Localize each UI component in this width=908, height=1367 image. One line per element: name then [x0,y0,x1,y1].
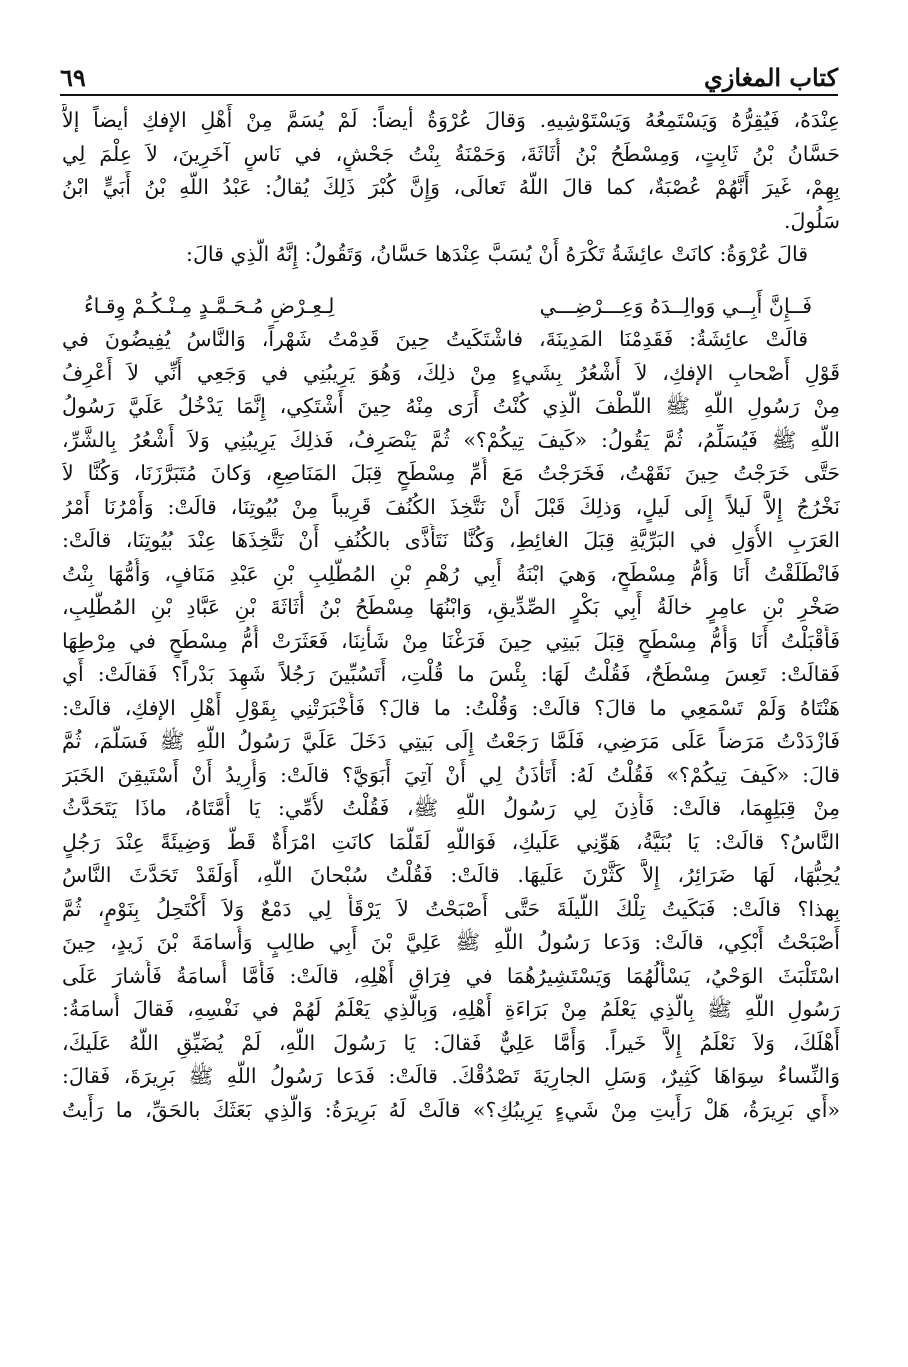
text-line: سَلُولَ. [784,208,840,233]
text-line: حَتَّى خَرَجْتُ حِينَ نَقَهْتُ، فَخَرَجْتُ مَعَ أُمِّ مِسْطَحٍ قِبَلَ المَنَاصِعِ، وَكانَ مُتَبَرَّزَنَا، وَكُنَّا لاَ [62,461,840,485]
text-line: قَوْلِ أَصْحابِ الإفكِ، لاَ أَشْعُرُ بِشَيءٍ مِنْ ذلِكَ، وَهُوَ يَرِيبُنِي في وَجَعِي أَنِّي لاَ أَعْرِفُ [62,360,840,385]
text-line: حَسَّانُ بْنُ ثَابِتٍ، وَمِسْطَحُ بْنُ أُثَاثَةَ، وَحَمْنَةُ بِنْتُ جَحْشٍ، في نَاسٍ آخَرِينَ، لاَ عِلْمَ لِي [62,141,840,166]
text-line: مِنْ رَسُولِ اللَّهِ ﷺ اللُّطْفَ الَّذِي كُنْتُ أَرَى مِنْهُ حِينَ أَشْتَكِي، إِنَّمَا يَدْخُلُ عَلَيَّ رَسُولُ [62,394,840,418]
text-line: صَخْرِ بْنِ عامِرٍ خالَةُ أَبِي بَكْرٍ الصِّدِّيقِ، وَابْنُهَا مِسْطَحُ بْنُ أُثَاثَةَ بْنِ عَبَّادِ بْنِ المُطَّلِبِ، [62,595,840,619]
spacer [62,272,840,290]
text-line: «أَي بَرِيرَةُ، هَلْ رَأَيتِ مِنْ شَيءٍ يَرِيبُكِ؟» قالَتْ لَهُ بَرِيرَةُ: وَالَّذِي بَعَثَكَ بالحَقِّ، ما رَأَيتُ [62,1097,840,1122]
poetry-verse [62,290,840,324]
page-body [62,104,840,1127]
text-line: نَخْرُجُ إِلاَّ لَيلاً إِلَى لَيلٍ، وَذلِكَ قَبْلَ أَنْ نَتَّخِذَ الكُنُفَ قَرِيباً مِنْ بُيُوتِنَا، قالَتْ: وَأَمْرُنَا أَمْرُ [62,494,840,519]
text-line: فَأَقْبَلْتُ أَنَا وَأُمُّ مِسْطَحٍ قِبَلَ بَيتِي حِينَ فَرَغْنَا مِنْ شَأْنِنَا، فَعَثَرَتْ أُمُّ مِسْطَحٍ في مِرْطِهَا [62,628,840,653]
page-number: ٦٩ [60,63,86,92]
text-line: عِنْدَهُ، فَيُقِرُّهُ وَيَسْتَمِعُهُ وَيَسْتَوْشِيهِ. وَقالَ عُرْوَةُ أيضاً: لَمْ يُسَمَّ مِنْ أَهْلِ الإفكِ أيضاً إلاَّ [62,108,840,132]
header-rule [60,94,838,96]
text-line: وَالنِّساءُ سِوَاهَا كَثِيرٌ، وَسَلِ الجارِيَةَ تَصْدُقْكَ. قالَتْ: فَدَعا رَسُولُ اللَّهِ ﷺ بَرِيرَةَ، فَقالَ: [62,1064,840,1088]
book-title: كتاب المغازي [703,63,838,92]
text-line: قالَتْ عائِشَةُ: فَقَدِمْنَا المَدِينَةَ، فاشْتَكَيتُ حِينَ قَدِمْتُ شَهْراً، وَالنَّاسُ يُفِيضُونَ في [62,327,808,351]
text-line: هَنْتَاهُ وَلَمْ تَسْمَعِي ما قالَ؟ قالَتْ: وَقُلْتُ: ما قالَ؟ فَأَخْبَرَتْنِي بِقَوْلِ أَهْلِ الإفكِ، قالَتْ: [62,695,840,720]
text-line: بِهِمْ، غَيرَ أَنَّهُمْ عُصْبَةٌ، كما قالَ اللَّهُ تَعالَى، وَإِنَّ كُبْرَ ذَلِكَ يُقالُ: عَبْدُ اللَّهِ بْنُ أَبَيٍّ ابْنُ [62,175,840,199]
page-header [60,44,838,92]
text-line: فَقالَتْ: تَعِسَ مِسْطَحٌ، فَقُلْتُ لَهَا: بِئْسَ ما قُلْتِ، أَتَسُبِّينَ رَجُلاً شَهِدَ بَدْراً؟ فَقالَتْ: أَي [62,662,840,686]
text-line: يُحِبُّهَا، لَهَا ضَرَائِرُ، إِلاَّ كَثَّرْنَ عَلَيهَا. قالَتْ: فَقُلْتُ سُبْحانَ اللَّهِ، أَوَلَقَدْ تَحَدَّثَ النَّاسُ [62,863,840,887]
text-line: مِنْ قِبَلِهِمَا، قالَتْ: فَأَذِنَ لِي رَسُولُ اللَّهِ ﷺ، فَقُلْتُ لأُمِّي: يَا أُمَّتَاهُ، ماذَا يَتَحَدَّثُ [62,796,840,820]
paragraph-2: قالَ عُرْوَةُ: كانَتْ عائِشَةُ تَكْرَهُ أَنْ يُسَبَّ عِنْدَها حَسَّانُ، وَتَقُولُ: إِنَّهُ الَّذِي قالَ: [186,242,808,266]
text-line: اللَّهِ ﷺ فَيُسَلِّمُ، ثُمَّ يَقُولُ: «كَيفَ تِيكُمْ؟» ثُمَّ يَنْصَرِفُ، فَذلِكَ يَرِيبُنِي وَلاَ أَشْعُرُ بِالشَّرِّ، [62,427,840,452]
text-line: قالَ: «كَيفَ تِيكُمْ؟» فَقُلْتُ لَهُ: أَتَأْذَنُ لِي أَنْ آتِيَ أَبَوَيَّ؟ قالَتْ: وَأُرِيدُ أَنْ أَسْتَيقِنَ الخَبَرَ [62,762,840,787]
text-line: بِهذا؟ قالَتْ: فَبَكَيتُ تِلْكَ اللَّيلَةَ حَتَّى أَصْبَحْتُ لاَ يَرْقَأُ لِي دَمْعٌ وَلاَ أَكْتَحِلُ بِنَوْمٍ، ثُمَّ [62,896,840,921]
text-line: اسْتَلْبَثَ الوَحْيُ، يَسْأَلُهُمَا وَيَسْتَشِيرُهُمَا في فِرَاقِ أَهْلِهِ، قالَتْ: فَأَمَّا أُسامَةُ فَأَشارَ عَلَى [62,963,840,988]
text-line: أَصْبَحْتُ أَبْكِي، قالَتْ: وَدَعا رَسُولُ اللَّهِ ﷺ عَلِيَّ بْنَ أَبِي طالِبٍ وَأُسامَةَ بْنَ زَيدٍ، حِينَ [62,930,840,954]
paragraph-1 [62,104,840,238]
text-line: أَهْلَكَ، وَلاَ نَعْلَمُ إِلاَّ خَيراً. وَأَمَّا عَلِيٌّ فَقالَ: يَا رَسُولَ اللَّهِ، لَمْ يُضَيِّقِ اللَّهُ عَلَيكَ، [62,1030,840,1055]
text-line: فَازْدَدْتُ مَرَضاً عَلَى مَرَضِي، فَلَمَّا رَجَعْتُ إِلَى بَيتِي دَخَلَ عَلَيَّ رَسُولُ اللَّهِ ﷺ فَسَلَّمَ، ثُمَّ [62,729,840,753]
text-line: فَانْطَلَقْتُ أَنَا وَأُمُّ مِسْطَحٍ، وَهيَ ابْنَةُ أَبِي رُهْمِ بْنِ المُطَّلِبِ بْنِ عَبْدِ مَنَافٍ، وَأُمُّهَا بِنْتُ [62,561,840,586]
verse-first-hemistich: فَــإِنَّ أَبِــي وَوالِــدَهُ وَعِـــرْضِـــي [539,293,812,318]
verse-second-hemistich: لِـعِـرْضِ مُـحَـمَّـدٍ مِـنْـكُـمْ وِقـاءُ [84,293,335,318]
text-line: النَّاسُ؟ قالَتْ: يَا بُنَيَّةُ، هَوِّنِي عَلَيكِ، فَوَاللَّهِ لَقَلَّمَا كانَتِ امْرَأَةٌ قَطُّ وَضِيئَةً عِنْدَ رَجُلٍ [62,829,840,854]
text-line: العَرَبِ الأُوَلِ في البَرِّيَّةِ قِبَلَ الغائِطِ، وَكُنَّا نَتَأَذَّى بالكُنُفِ أَنْ نَتَّخِذَهَا عِنْدَ بُيُوتِنَا، قالَتْ: [62,528,840,552]
paragraph-3 [62,323,840,1127]
text-line: رَسُولِ اللَّهِ ﷺ بِالَّذِي يَعْلَمُ مِنْ بَرَاءَةِ أَهْلِهِ، وَبِالَّذِي يَعْلَمُ لَهُمْ في نَفْسِهِ، فَقالَ أُسامَةُ: [62,997,840,1021]
